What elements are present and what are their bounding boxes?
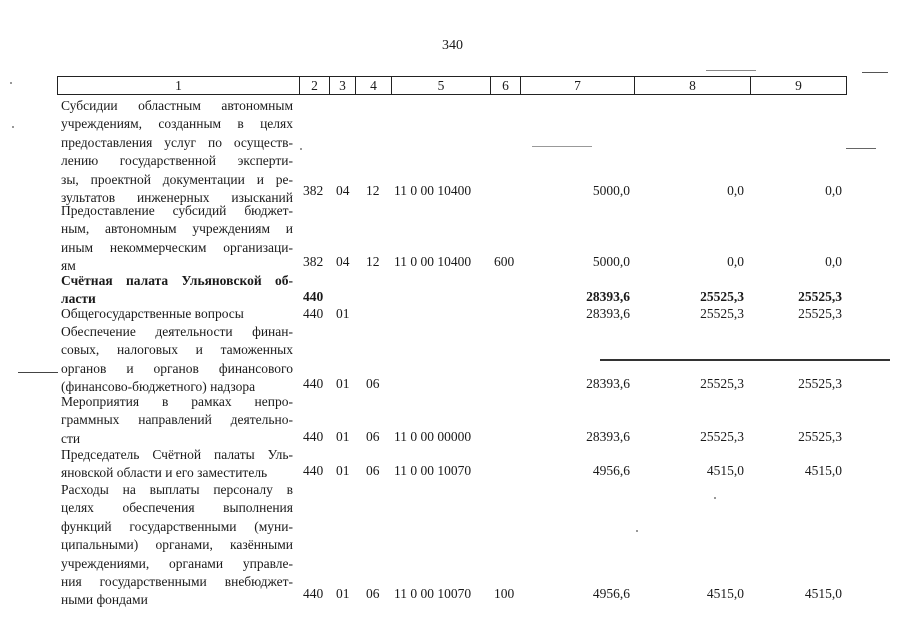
col-ps: 06 xyxy=(366,429,380,444)
desc-line: органов и органов финансового xyxy=(61,360,293,376)
desc-line: ными фондами xyxy=(61,592,148,608)
col-value-8: 25525,3 xyxy=(700,289,744,304)
desc-line: Субсидии областным автономным xyxy=(61,98,293,113)
header-col-9: 9 xyxy=(750,77,846,94)
desc-line: сти xyxy=(61,430,81,446)
col-pr: 01 xyxy=(336,429,350,444)
desc-line: зультатов инженерных изысканий xyxy=(61,190,293,206)
col-value-8: 25525,3 xyxy=(700,376,744,391)
row-description xyxy=(61,97,293,207)
row-description xyxy=(61,393,293,448)
scan-artifact-dot xyxy=(636,530,638,532)
desc-line: целях обеспечения выполнения xyxy=(61,500,293,516)
col-cs: 11 0 00 10070 xyxy=(394,586,472,601)
header-col-5: 5 xyxy=(391,77,490,94)
desc-line: Обеспечение деятельности финан- xyxy=(61,324,293,339)
scan-artifact-dot xyxy=(10,82,12,84)
col-value-9: 0,0 xyxy=(825,254,842,269)
col-value-8: 25525,3 xyxy=(700,429,744,444)
desc-line: Расходы на выплаты персоналу в xyxy=(61,482,293,497)
col-value-8: 4515,0 xyxy=(706,463,744,478)
col-rz: 440 xyxy=(303,289,324,304)
desc-line: учреждениям, созданным в целях xyxy=(61,116,293,132)
row-description xyxy=(61,272,293,309)
header-col-7: 7 xyxy=(520,77,634,94)
col-value-9: 25525,3 xyxy=(798,289,842,304)
desc-line: ям xyxy=(61,258,76,274)
col-pr: 04 xyxy=(336,183,350,198)
col-value-7: 5000,0 xyxy=(592,254,630,269)
scan-artifact-line xyxy=(600,359,890,361)
col-vr: 600 xyxy=(494,254,515,269)
col-cs: 11 0 00 00000 xyxy=(394,429,472,444)
desc-line: ния государственными внебюджет- xyxy=(61,574,293,590)
col-value-9: 25525,3 xyxy=(798,376,842,391)
scan-artifact-line xyxy=(532,146,592,147)
table-header-row xyxy=(57,76,847,95)
col-rz: 440 xyxy=(303,306,324,321)
header-col-1: 1 xyxy=(175,78,182,93)
desc-line: ласти xyxy=(61,291,96,307)
col-value-9: 0,0 xyxy=(825,183,842,198)
col-value-7: 4956,6 xyxy=(592,463,630,478)
scan-artifact-dot xyxy=(714,497,716,499)
header-col-4: 4 xyxy=(355,77,391,94)
col-rz: 440 xyxy=(303,586,324,601)
desc-line: Председатель Счётной палаты Уль- xyxy=(61,447,293,462)
col-rz: 440 xyxy=(303,376,324,391)
desc-line: предоставления услуг по осуществ- xyxy=(61,134,293,150)
desc-line: ным, автономным учреждениям и xyxy=(61,221,293,237)
col-pr: 01 xyxy=(336,306,350,321)
col-vr: 100 xyxy=(494,586,515,601)
col-pr: 04 xyxy=(336,254,350,269)
col-value-9: 4515,0 xyxy=(804,463,842,478)
row-description xyxy=(61,481,293,610)
scan-artifact-dot xyxy=(12,126,14,128)
header-col-8: 8 xyxy=(634,77,750,94)
row-description xyxy=(61,305,293,323)
col-value-9: 25525,3 xyxy=(798,429,842,444)
scan-artifact-line xyxy=(18,372,58,373)
col-rz: 382 xyxy=(303,254,324,269)
desc-line: совых, налоговых и таможенных xyxy=(61,342,293,358)
row-description xyxy=(61,202,293,276)
scan-artifact-dot xyxy=(300,148,302,150)
desc-line: Предоставление субсидий бюджет- xyxy=(61,203,293,218)
desc-line: лению государственной эксперти- xyxy=(61,153,293,169)
col-cs: 11 0 00 10400 xyxy=(394,183,472,198)
col-value-8: 4515,0 xyxy=(706,586,744,601)
header-col-6: 6 xyxy=(490,77,520,94)
col-ps: 06 xyxy=(366,463,380,478)
col-value-8: 25525,3 xyxy=(700,306,744,321)
col-value-7: 28393,6 xyxy=(586,429,630,444)
desc-line: яновской области и его заместитель xyxy=(61,465,268,481)
col-pr: 01 xyxy=(336,586,350,601)
col-value-7: 28393,6 xyxy=(586,289,630,304)
header-col-2: 2 xyxy=(299,77,329,94)
col-rz: 440 xyxy=(303,463,324,478)
col-ps: 06 xyxy=(366,376,380,391)
col-pr: 01 xyxy=(336,376,350,391)
col-ps: 06 xyxy=(366,586,380,601)
desc-line: Мероприятия в рамках непро- xyxy=(61,394,293,409)
row-description xyxy=(61,323,293,397)
col-pr: 01 xyxy=(336,463,350,478)
scan-artifact-line xyxy=(706,70,756,71)
col-value-9: 4515,0 xyxy=(804,586,842,601)
scan-artifact-line xyxy=(862,72,888,73)
col-cs: 11 0 00 10400 xyxy=(394,254,472,269)
col-value-7: 5000,0 xyxy=(592,183,630,198)
col-value-8: 0,0 xyxy=(727,183,744,198)
desc-line: граммных направлений деятельно- xyxy=(61,412,293,428)
col-value-8: 0,0 xyxy=(727,254,744,269)
col-value-7: 28393,6 xyxy=(586,376,630,391)
col-value-7: 28393,6 xyxy=(586,306,630,321)
scan-artifact-line xyxy=(846,148,876,149)
col-value-7: 4956,6 xyxy=(592,586,630,601)
col-rz: 440 xyxy=(303,429,324,444)
col-value-9: 25525,3 xyxy=(798,306,842,321)
desc-line: Счётная палата Ульяновской об- xyxy=(61,273,293,288)
desc-line: ципальными) органами, казёнными xyxy=(61,537,293,553)
desc-line: Общегосударственные вопросы xyxy=(61,306,244,321)
desc-line: учреждениями, органами управле- xyxy=(61,555,293,571)
desc-line: зы, проектной документации и ре- xyxy=(61,171,293,187)
col-rz: 382 xyxy=(303,183,324,198)
desc-line: иным некоммерческим организаци- xyxy=(61,239,293,255)
desc-line: (финансово-бюджетного) надзора xyxy=(61,379,256,395)
page-number: 340 xyxy=(442,38,463,53)
header-col-3: 3 xyxy=(329,77,355,94)
row-description xyxy=(61,446,293,483)
col-ps: 12 xyxy=(366,254,380,269)
desc-line: функций государственными (муни- xyxy=(61,518,293,534)
col-ps: 12 xyxy=(366,183,380,198)
col-cs: 11 0 00 10070 xyxy=(394,463,472,478)
